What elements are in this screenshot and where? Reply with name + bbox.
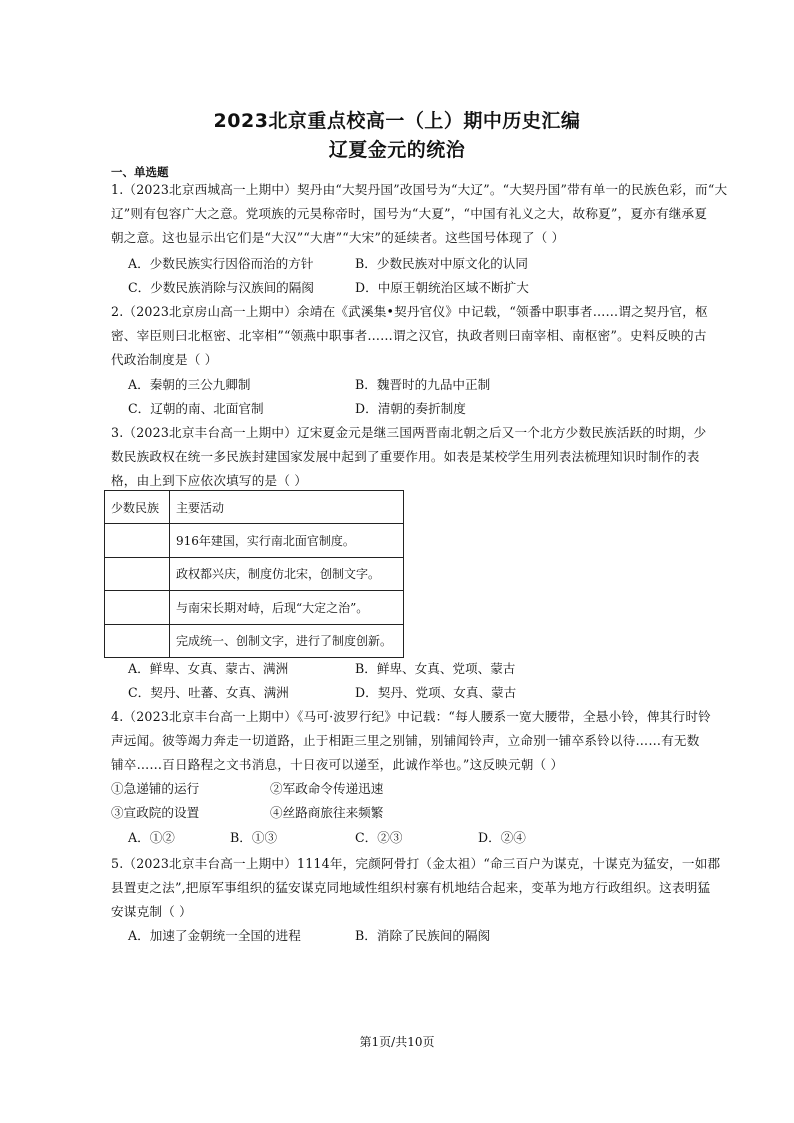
q5-option-a: A．加速了金朝统一全国的进程 [128,928,301,943]
q4-option-c: C．②③ [355,830,403,845]
q1-line: 辽”则有包容广大之意。党项族的元昊称帝时，国号为“大夏”，“中国有礼义之大，故称夏”，夏亦有继承夏 [111,206,708,221]
q2-line: 密、宰臣则曰北枢密、北宰相”“领燕中职事者……谓之汉官，执政者则曰南宰相、南枢密”。史料反映的古 [111,328,707,343]
q2-line: 2.（2023北京房山高一上期中）余靖在《武溪集•契丹官仪》中记载，“领番中职事者……谓之契丹官，枢 [111,304,708,319]
table-row [105,524,404,557]
table-cell: 完成统一、创制文字，进行了制度创新。 [170,624,404,657]
table-row [105,591,404,624]
q5-line: 安谋克制（ ） [111,904,192,919]
q5-option-b: B．消除了民族间的隔阂 [355,928,491,943]
q4-item-2: ②军政命令传递迅速 [270,781,384,796]
q2-option-a: A．秦朝的三公九卿制 [128,377,251,392]
q4-option-a: A．①② [128,830,175,845]
document-title: 2023北京重点校高一（上）期中历史汇编 [213,110,581,132]
table-cell-blank [105,557,170,590]
q5-line: 5.（2023北京丰台高一上期中）1114年，完颜阿骨打（金太祖）“命三百户为谋克，十谋克为猛安，一如郡 [111,856,721,871]
document-subtitle: 辽夏金元的统治 [328,139,466,161]
table-cell-blank [105,591,170,624]
q1-option-d: D．中原王朝统治区域不断扩大 [355,280,529,295]
q1-line: 朝之意。这也显示出它们是“大汉”“大唐”“大宋”的延续者。这些国号体现了（ ） [111,230,565,245]
table-cell: 916年建国，实行南北面官制度。 [170,524,404,557]
q3-line: 格，由上到下应依次填写的是（ ） [111,473,308,488]
q2-option-c: C．辽朝的南、北面官制 [128,401,264,416]
q3-table [104,490,404,658]
table-header-row [105,491,404,524]
q5-line: 县置吏之法”,把原军事组织的猛安谋克同地域性组织村寨有机地结合起来，变革为地方行政组织。这表明猛 [111,880,711,895]
q1-option-b: B．少数民族对中原文化的认同 [355,256,528,271]
q1-option-c: C．少数民族消除与汉族间的隔阂 [128,280,314,295]
page-footer: 第1页/共10页 [359,1035,435,1049]
q3-line: 3.（2023北京丰台高一上期中）辽宋夏金元是继三国两晋南北朝之后又一个北方少数民族活跃的时期，少 [111,425,707,440]
q3-option-c: C．契丹、吐蕃、女真、满洲 [128,685,289,700]
table-cell-blank [105,524,170,557]
table-cell: 与南宋长期对峙，后现“大定之治”。 [170,591,404,624]
q4-line: 4.（2023北京丰台高一上期中）《马可·波罗行纪》中记载：“每人腰系一宽大腰带，全悬小铃，俾其行时铃 [111,709,711,724]
q1-line: 1.（2023北京西城高一上期中）契丹由“大契丹国”改国号为“大辽”。“大契丹国”带有单一的民族色彩，而“大 [111,182,728,197]
q4-option-b: B．①③ [230,830,278,845]
q4-line: 声远闻。彼等竭力奔走一切道路，止于相距三里之别铺，别铺闻铃声，立命别一铺卒系铃以待……有无数 [111,733,700,748]
q3-line: 数民族政权在统一多民族封建国家发展中起到了重要作用。如表是某校学生用列表法梳理知识时制作的表 [111,449,700,464]
q4-option-d: D．②④ [478,830,526,845]
q4-item-3: ③宣政院的设置 [111,805,200,820]
q2-line: 代政治制度是（ ） [111,352,218,367]
table-cell-blank [105,624,170,657]
q3-option-a: A．鲜卑、女真、蒙古、满洲 [128,661,289,676]
table-row [105,624,404,657]
q2-option-b: B．魏晋时的九品中正制 [355,377,491,392]
table-row [105,557,404,590]
table-header-cell: 主要活动 [170,491,404,524]
q4-line: 铺卒……百日路程之文书消息，十日夜可以递至，此诚作举也。”这反映元朝（ ） [111,757,564,772]
q3-option-d: D．契丹、党项、女真、蒙古 [355,685,517,700]
section-heading: 一、单选题 [111,165,169,179]
table-header-cell: 少数民族 [105,491,170,524]
table-cell: 政权都兴庆，制度仿北宋，创制文字。 [170,557,404,590]
q3-option-b: B．鲜卑、女真、党项、蒙古 [355,661,516,676]
q4-item-4: ④丝路商旅往来频繁 [270,805,384,820]
q4-item-1: ①急递铺的运行 [111,781,200,796]
q1-option-a: A．少数民族实行因俗而治的方针 [128,256,314,271]
q2-option-d: D．清朝的奏折制度 [355,401,466,416]
